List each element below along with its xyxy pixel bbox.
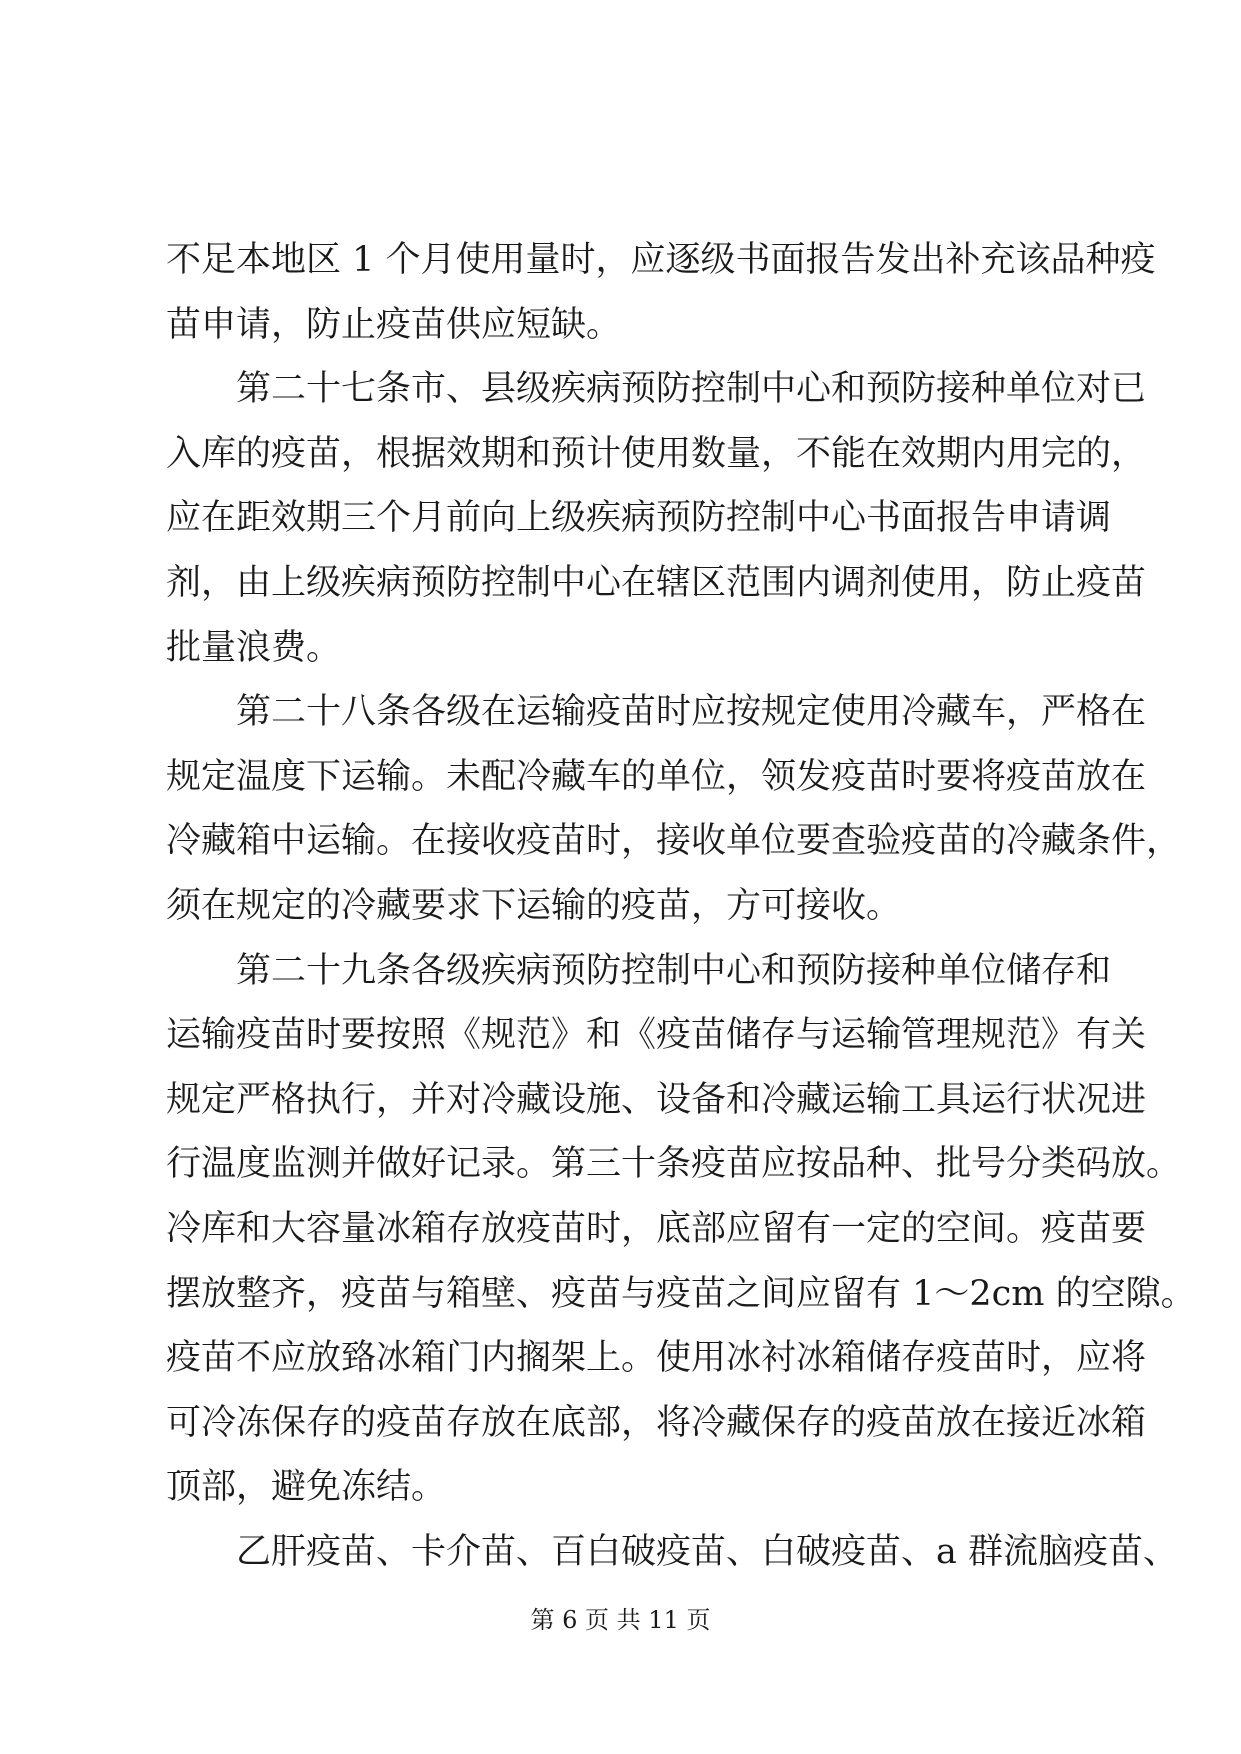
- text-line: 第二十九条各级疾病预防控制中心和预防接种单位储存和: [236, 950, 1112, 991]
- text-line: 须在规定的冷藏要求下运输的疫苗，方可接收。: [166, 885, 902, 926]
- document-body: [166, 228, 1196, 1584]
- text-line: 入库的疫苗，根据效期和预计使用数量，不能在效期内用完的，: [166, 433, 1147, 474]
- text-line: 剂，由上级疾病预防控制中心在辖区范围内调剂使用，防止疫苗: [166, 562, 1147, 603]
- text-line: 摆放整齐，疫苗与箱壁、疫苗与疫苗之间应留有 1～2cm 的空隙。: [166, 1273, 1196, 1314]
- text-line: 乙肝疫苗、卡介苗、百白破疫苗、白破疫苗、a 群流脑疫苗、: [236, 1531, 1178, 1572]
- text-line: 第二十七条市、县级疾病预防控制中心和预防接种单位对已: [236, 369, 1147, 410]
- text-line: 冷藏箱中运输。在接收疫苗时，接收单位要查验疫苗的冷藏条件，: [166, 821, 1182, 862]
- text-line: 第二十八条各级在运输疫苗时应按规定使用冷藏车，严格在: [236, 692, 1147, 733]
- text-line: 可冷冻保存的疫苗存放在底部，将冷藏保存的疫苗放在接近冰箱: [166, 1402, 1147, 1443]
- text-line: 顶部，避免冻结。: [166, 1467, 447, 1508]
- text-line: 不足本地区 1 个月使用量时，应逐级书面报告发出补充该品种疫: [166, 240, 1156, 280]
- text-line: 运输疫苗时要按照《规范》和《疫苗储存与运输管理规范》有关: [166, 1015, 1147, 1056]
- text-line: 规定严格执行，并对冷藏设施、设备和冷藏运输工具运行状况进: [166, 1079, 1147, 1120]
- text-line: 批量浪费。: [166, 627, 342, 668]
- text-line: 冷库和大容量冰箱存放疫苗时，底部应留有一定的空间。疫苗要: [166, 1208, 1147, 1249]
- text-line: 行温度监测并做好记录。第三十条疫苗应按品种、批号分类码放。: [166, 1144, 1182, 1185]
- page-footer: 第 6 页 共 11 页: [530, 1606, 711, 1634]
- text-line: 规定温度下运输。未配冷藏车的单位，领发疫苗时要将疫苗放在: [166, 756, 1147, 797]
- text-line: 应在距效期三个月前向上级疾病预防控制中心书面报告申请调: [166, 498, 1112, 539]
- text-line: 苗申请，防止疫苗供应短缺。: [166, 304, 622, 345]
- text-line: 疫苗不应放臵冰箱门内搁架上。使用冰衬冰箱储存疫苗时，应将: [166, 1338, 1147, 1379]
